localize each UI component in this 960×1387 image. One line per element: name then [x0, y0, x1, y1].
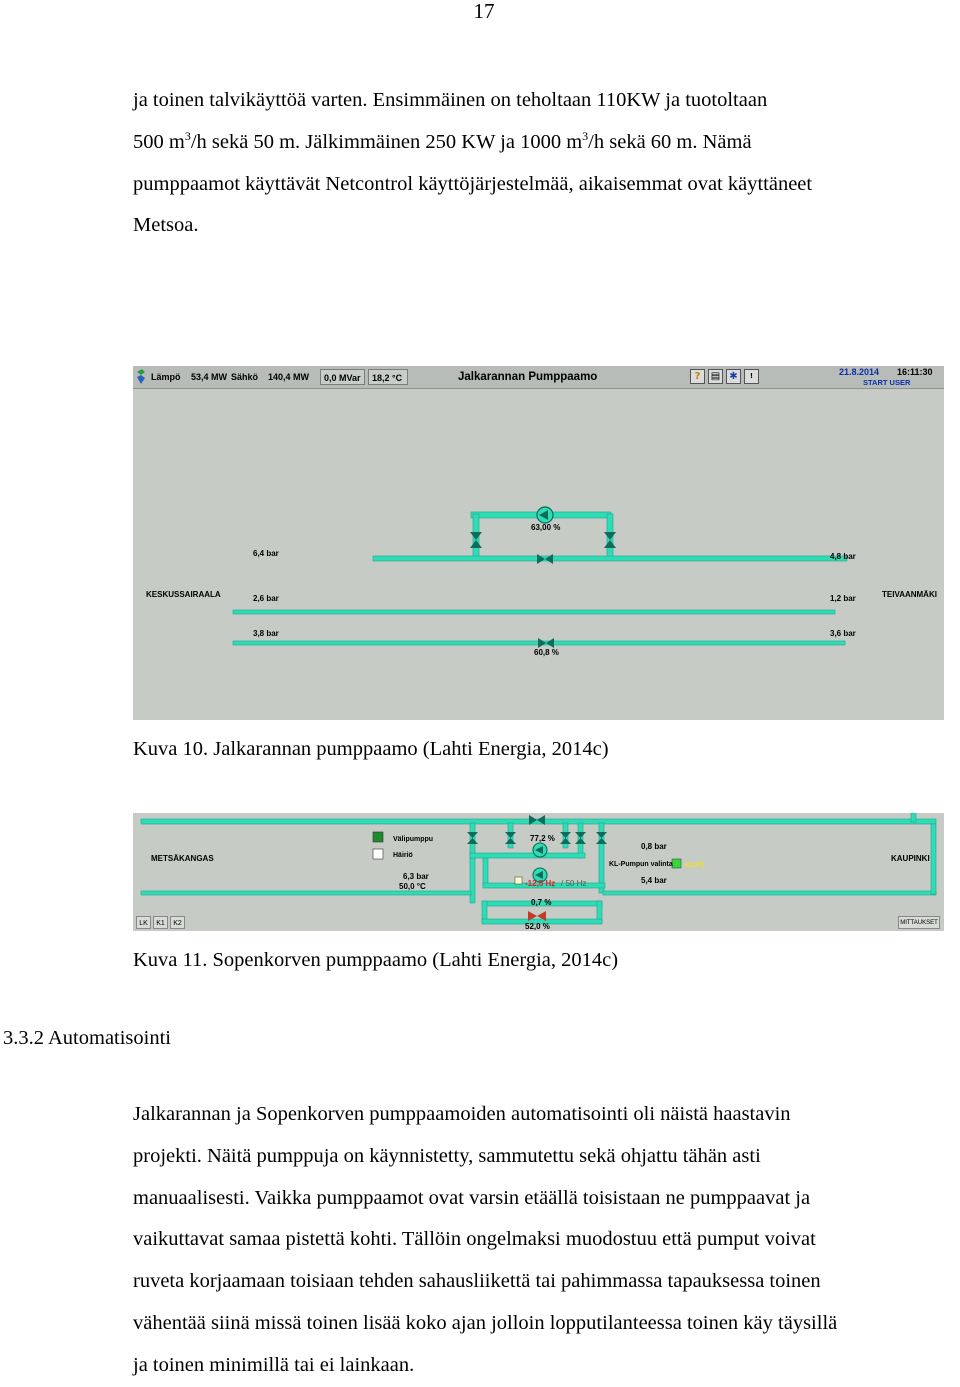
section-heading: 3.3.2 Automatisointi	[3, 1027, 171, 1049]
sahko-label: Sähkö	[231, 372, 259, 382]
site-right: KAUPINKI	[891, 854, 930, 863]
kl-select-label: KL-Pumpun valinta	[609, 861, 673, 868]
help-icon[interactable]: ?	[690, 369, 705, 384]
temperature-value: 18,2 °C	[368, 369, 408, 385]
status-indicator	[515, 877, 522, 884]
valve-right	[604, 532, 616, 548]
temperature: 50,0 °C	[399, 882, 426, 891]
time: 16:11:30	[897, 367, 933, 377]
valve-v3	[560, 832, 571, 844]
pressure-upper-right: 4,8 bar	[830, 552, 856, 561]
mvar-value: 0,0 MVar	[320, 369, 365, 385]
right-long-pipe	[603, 891, 936, 895]
figure-jalkaranta-scada	[133, 366, 944, 720]
site-right: TEIVAANMÄKI	[882, 590, 937, 599]
pump-1-icon	[533, 843, 547, 857]
valve-v4	[575, 832, 586, 844]
kl-select-indicator	[672, 859, 681, 868]
valipumppu-indicator	[373, 832, 383, 842]
paragraph-line: vaikuttavat samaa pistettä kohti. Tällöin ongelmaksi muodostuu että pumput voivat	[133, 1228, 816, 1251]
paragraph-line: Metsoa.	[133, 214, 199, 237]
pressure-lower-left: 3,8 bar	[253, 629, 279, 638]
valve-upper-line	[537, 554, 553, 564]
site-left: KESKUSSAIRAALA	[146, 590, 221, 599]
pressure-right-top: 0,8 bar	[641, 842, 667, 851]
site-left: METSÄKANGAS	[151, 854, 214, 863]
date: 21.8.2014	[839, 367, 880, 377]
valve-percent: 60,8 %	[534, 648, 559, 657]
lampo-value: 53,4 MW	[191, 372, 228, 382]
alarm-icon[interactable]: !	[744, 369, 759, 384]
paragraph-line: pumppaamot käyttävät Netcontrol käyttöjärjestelmää, aikaisemmat ovat käyttäneet	[133, 172, 813, 195]
paragraph-line: manuaalisesti. Vaikka pumppaamot ovat varsin etäällä toisistaan ne pumppaavat ja	[133, 1186, 811, 1209]
pressure-upper-left: 6,4 bar	[253, 549, 279, 558]
lampo-label: Lämpö	[151, 372, 181, 382]
pressure-lower-right: 3,6 bar	[830, 629, 856, 638]
sahko-value: 140,4 MW	[268, 372, 310, 382]
figure-caption-10: Kuva 10. Jalkarannan pumppaamo (Lahti Energia, 2014c)	[133, 738, 609, 760]
valve-percent-1: 0,7 %	[531, 898, 552, 907]
valve-v2	[505, 832, 516, 844]
paragraph-line: ja toinen minimillä tai ei lainkaan.	[133, 1353, 415, 1376]
pipe-diagram-2	[133, 813, 944, 931]
valve-percent-2: 52,0 %	[525, 922, 550, 931]
hairio-label: Häiriö	[393, 852, 413, 859]
text-fragment: /h sekä 60 m. Nämä	[588, 130, 752, 153]
snowflake-icon[interactable]: ✱	[726, 369, 741, 384]
pressure-right-bottom: 5,4 bar	[641, 876, 667, 885]
frequency: -12,5 Hz	[525, 879, 556, 888]
pressure-left: 6,3 bar	[403, 872, 429, 881]
paragraph-line: vähentää siinä missä toinen lisää koko ajan jolloin lopputilanteessa toinen käy täysillä	[133, 1311, 838, 1334]
figure-sopenkorpi-scada	[133, 813, 944, 931]
pump-symbol	[537, 507, 553, 523]
superscript: 3	[582, 128, 589, 143]
mittaukset-button[interactable]: MITTAUKSET	[898, 916, 940, 929]
figure-caption-11: Kuva 11. Sopenkorven pumppaamo (Lahti Energia, 2014c)	[133, 949, 619, 971]
valve-left	[470, 532, 482, 548]
text-fragment: 500 m	[133, 130, 185, 153]
paragraph-automation	[133, 1094, 837, 1387]
k2-button[interactable]: K2	[170, 916, 185, 929]
pressure-mid-right: 1,2 bar	[830, 594, 856, 603]
k1-button[interactable]: K1	[153, 916, 168, 929]
left-long-pipe	[141, 891, 471, 895]
valipumppu-label: Välipumppu	[393, 836, 434, 843]
text-fragment: /h sekä 50 m. Jälkimmäinen 250 KW ja 1000 m	[190, 130, 583, 153]
klp2-label: KLP2	[685, 860, 705, 869]
paragraph-intro	[133, 80, 812, 247]
paragraph-line: ruveta korjaamaan toisiaan tehden sahausliikettä tai pahimmassa tapauksessa toinen	[133, 1270, 821, 1293]
screen-title: Jalkarannan Pumppaamo	[458, 371, 598, 383]
valve-lower-line	[538, 638, 554, 648]
page-number: 17	[473, 0, 495, 23]
paragraph-line: ja toinen talvikäyttöä varten. Ensimmäinen on teholtaan 110KW ja tuotoltaan	[133, 89, 768, 111]
frequency-max: / 50 Hz	[561, 879, 587, 888]
pipe-diagram	[133, 366, 944, 720]
paragraph-line	[133, 122, 812, 164]
user: START USER	[863, 378, 911, 387]
paragraph-line: Jalkarannan ja Sopenkorven pumppaamoiden automatisointi oli näistä haastavin	[133, 1103, 791, 1125]
pump-percent: 63,00 %	[531, 523, 561, 532]
lk-button[interactable]: LK	[136, 916, 151, 929]
pressure-mid-left: 2,6 bar	[253, 594, 279, 603]
superscript: 3	[184, 128, 191, 143]
pump-percent: 77,2 %	[530, 834, 555, 843]
valve-v1	[467, 832, 478, 844]
middle-pipe	[233, 610, 835, 614]
hairio-indicator	[373, 849, 383, 859]
valve-v5	[596, 832, 607, 844]
print-icon[interactable]: ▤	[708, 369, 723, 384]
paragraph-line: projekti. Näitä pumppuja on käynnistetty, sammutettu sekä ohjattu tähän asti	[133, 1144, 761, 1167]
